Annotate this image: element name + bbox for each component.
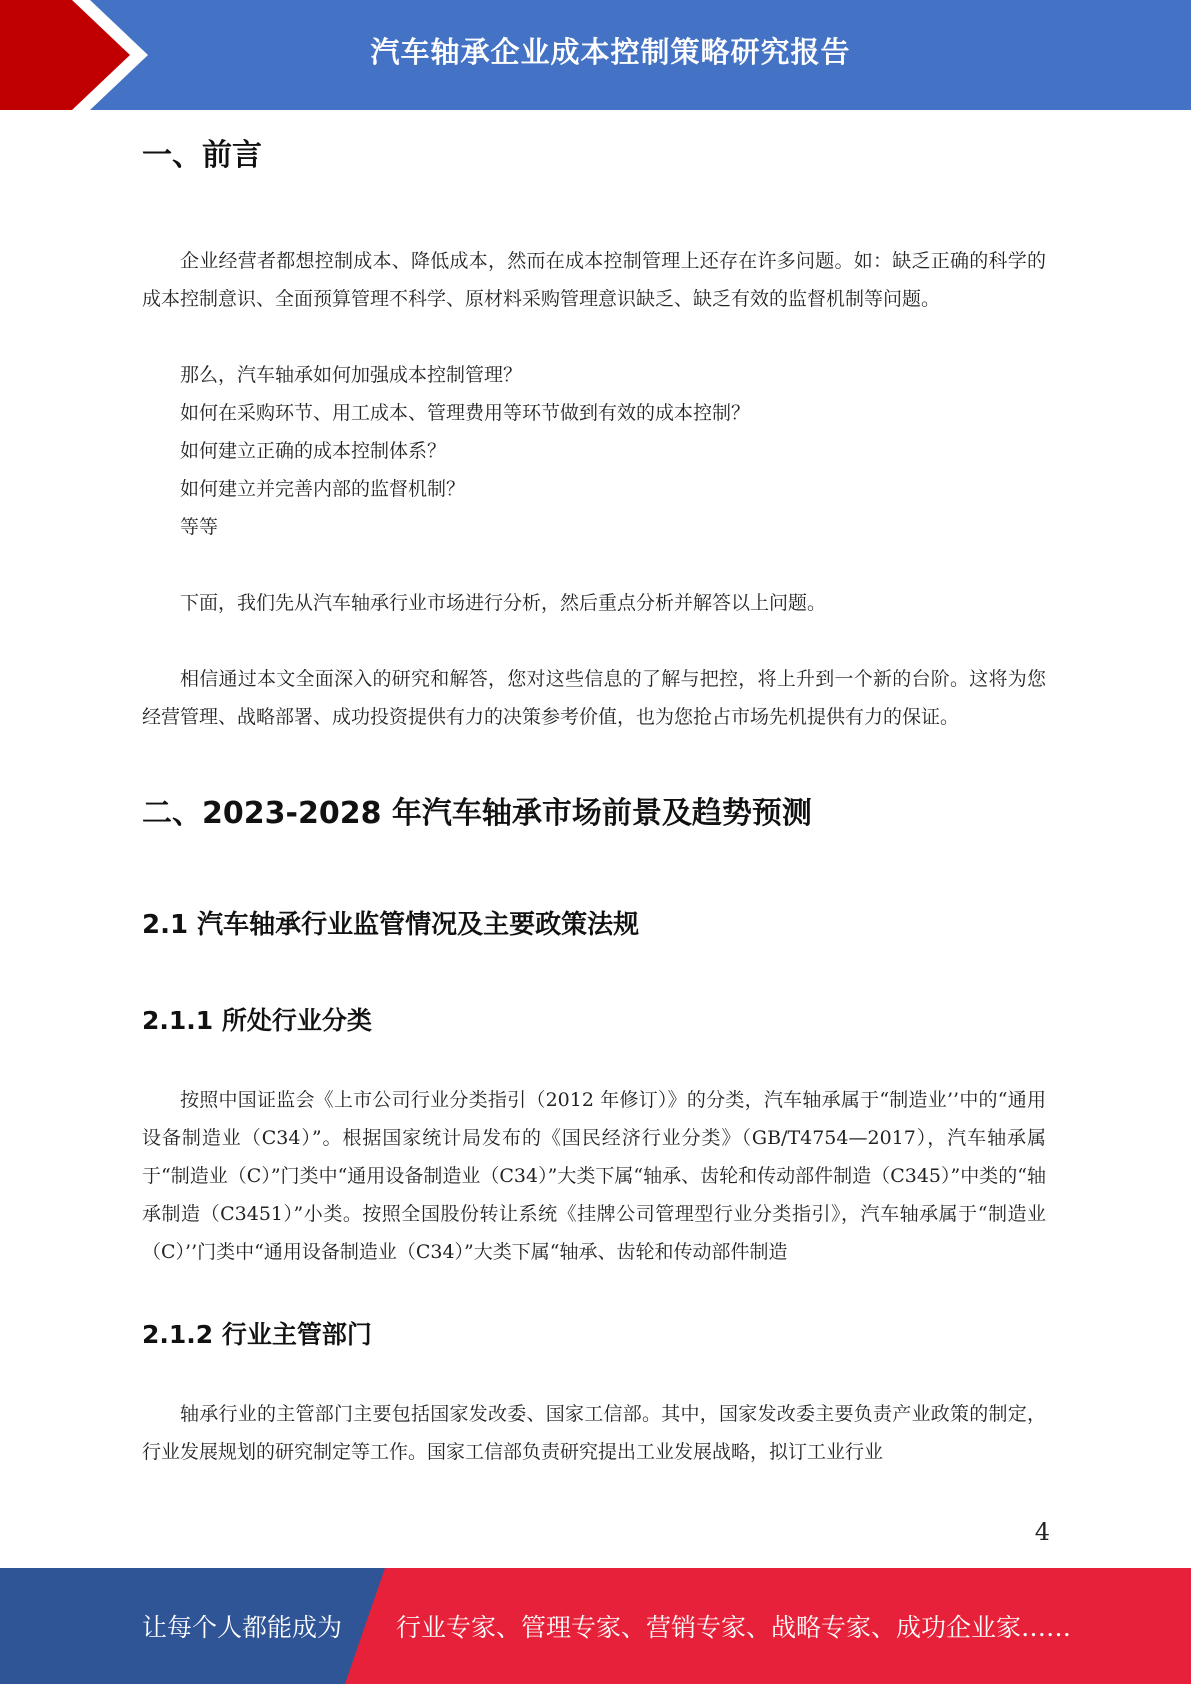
question-line: 如何建立正确的成本控制体系？: [180, 440, 447, 462]
page-number: 4: [1034, 1518, 1050, 1546]
question-line: 如何在采购环节、用工成本、管理费用等环节做到有效的成本控制？: [180, 402, 751, 424]
subsection-heading-2-1-1: 2.1.1 所处行业分类: [142, 1006, 372, 1035]
document-title: 汽车轴承企业成本控制策略研究报告: [370, 34, 851, 69]
main-content: [142, 130, 1046, 1471]
footer-band: [0, 1568, 1191, 1684]
preface-paragraph-1: 企业经营者都想控制成本、降低成本，然而在成本控制管理上还存在许多问题。如：缺乏正确的科学的成本控制意识、全面预算管理不科学、原材料采购管理意识缺乏、缺乏有效的监督机制等问题。: [142, 250, 1046, 310]
section-heading-preface: 一、前言: [142, 138, 262, 173]
footer-slogan-right: 行业专家、管理专家、营销专家、战略专家、成功企业家……: [396, 1613, 1072, 1642]
subsection-heading-2-1-2: 2.1.2 行业主管部门: [142, 1320, 372, 1349]
question-list: [142, 356, 1046, 546]
question-line: 那么，汽车轴承如何加强成本控制管理？: [180, 364, 523, 386]
subsection-heading-2-1: 2.1 汽车轴承行业监管情况及主要政策法规: [142, 910, 640, 940]
industry-classification-paragraph: 按照中国证监会《上市公司行业分类指引（2012 年修订）》的分类，汽车轴承属于“制造业’’中的“通用设备制造业（C34）”。根据国家统计局发布的《国民经济行业分类》（GB/T4754—2017），汽车轴承属于“制造业（C）”门类中“通用设备制造业（C34）”大类下属“轴承、齿轮和传动部件制造（C345）”中类的“轴承制造（C3451）”小类。按照全国股份转让系统《挂牌公司管理型行业分类指引》，汽车轴承属于“制造业（C）’’门类中“通用设备制造业（C34）”大类下属“轴承、齿轮和传动部件制造: [142, 1089, 1046, 1263]
question-line: 如何建立并完善内部的监督机制？: [180, 478, 466, 500]
regulator-paragraph: 轴承行业的主管部门主要包括国家发改委、国家工信部。其中，国家发改委主要负责产业政策的制定，行业发展规划的研究制定等工作。国家工信部负责研究提出工业发展战略，拟订工业行业: [142, 1403, 1046, 1463]
preface-paragraph-2: 下面，我们先从汽车轴承行业市场进行分析，然后重点分析并解答以上问题。: [180, 592, 827, 614]
preface-paragraph-3: 相信通过本文全面深入的研究和解答，您对这些信息的了解与把控，将上升到一个新的台阶。这将为您经营管理、战略部署、成功投资提供有力的决策参考价值，也为您抢占市场先机提供有力的保证。: [142, 668, 1046, 728]
footer-slogan-left: 让每个人都能成为: [142, 1613, 343, 1642]
question-line: 等等: [180, 516, 219, 538]
header-band: [0, 0, 1191, 110]
section-heading-market-forecast: 二、2023-2028 年汽车轴承市场前景及趋势预测: [142, 796, 812, 831]
